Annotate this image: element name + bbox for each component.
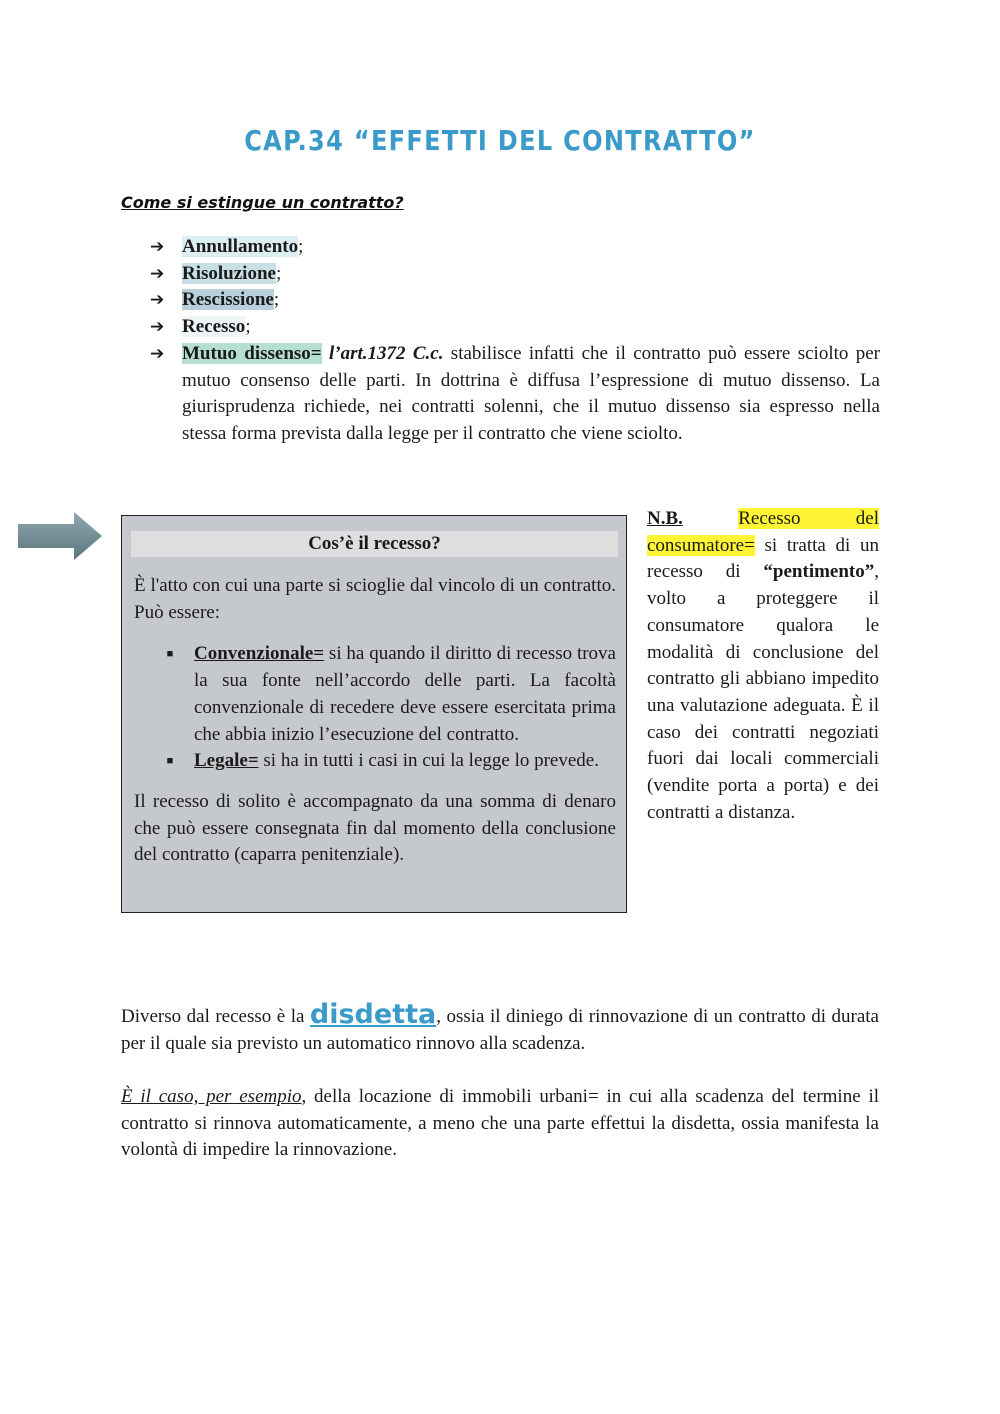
list-item: ➔ Recesso;: [150, 314, 880, 341]
term-annullamento: Annullamento: [182, 236, 299, 257]
nota-bene: N.B. Recesso del consumatore= si tratta di un recesso di “pentimento”, volto a proteggere il consumatore qualora le modalità di conclusione del contratto gli abbiano impedito una valutazione adeguata. È il caso dei contratti negoziati fuori dai locali commerciali (vendite porta a porta) e dei contratti a distanza.: [647, 508, 879, 823]
disdetta-paragraph: Diverso dal recesso è la disdetta, ossia il diniego di rinnovazione di un contratto di durata per il quale sia previsto un automatico rinnovo alla scadenza.: [121, 999, 879, 1054]
square-bullet-icon: ■: [166, 755, 174, 768]
list-item: ■ Convenzionale= si ha quando il diritto di recesso trova la sua fonte nell’accordo delle parti. La facoltà convenzionale di recedere deve essere esercitata prima che abbia inizio l’esecuzione del contratto.: [134, 641, 616, 748]
highlight-recesso-consumatore: Recesso del consumatore=: [647, 508, 879, 556]
example-lead: È il caso, per esempio: [121, 1086, 302, 1107]
box-title: Cos’è il recesso?: [131, 531, 618, 557]
page-title: CAP.34 “EFFETTI DEL CONTRATTO”: [244, 124, 756, 157]
termination-list: [150, 234, 880, 448]
arrow-bullet-icon: ➔: [150, 237, 165, 257]
right-arrow-icon: [16, 510, 106, 562]
list-item: [150, 341, 880, 448]
term-legale: Legale=: [194, 750, 259, 772]
box-body: [134, 573, 616, 869]
term-recesso: Recesso: [182, 316, 246, 338]
arrow-bullet-icon: ➔: [150, 290, 165, 311]
recesso-definition-box: [121, 515, 627, 913]
caparra-note: Il recesso di solito è accompagnato da una somma di denaro che può essere consegnata fin dal momento della conclusione del contratto (caparra penitenziale).: [134, 790, 616, 866]
term-rescissione: Rescissione: [182, 289, 274, 311]
list-item: ■ Legale= si ha in tutti i casi in cui la legge lo prevede.: [134, 748, 616, 775]
list-item: ➔ Risoluzione;: [150, 261, 880, 288]
recesso-types-list: [134, 641, 616, 775]
arrow-bullet-icon: ➔: [150, 317, 165, 338]
disdetta-keyword: disdetta: [309, 999, 437, 1030]
nb-label: N.B.: [647, 508, 683, 529]
term-mutuo-dissenso: Mutuo dissenso=: [182, 342, 322, 364]
list-item: ➔ Annullamento;: [150, 234, 880, 261]
mutuo-dissenso-text: stabilisce infatti che il contratto può essere sciolto per mutuo consenso delle parti. In dottrina è diffusa l’espressione di mutuo dissenso. La giurisprudenza richiede, nei contratti solenni, che il mutuo dissenso sia espresso nella stessa forma prevista dalla legge per il contratto che viene sciolto.: [182, 342, 880, 444]
article-reference: l’art.1372 C.c.: [321, 342, 444, 364]
arrow-bullet-icon: ➔: [150, 263, 165, 284]
pentimento-term: “pentimento”: [763, 561, 875, 583]
term-convenzionale: Convenzionale=: [194, 643, 325, 665]
section-question: Come si estingue un contratto?: [121, 193, 404, 212]
list-item: ➔ Rescissione;: [150, 287, 880, 314]
arrow-bullet-icon: ➔: [150, 343, 165, 364]
term-risoluzione: Risoluzione: [182, 262, 276, 284]
square-bullet-icon: ■: [166, 648, 174, 661]
example-paragraph: È il caso, per esempio, della locazione di immobili urbani= in cui alla scadenza del termine il contratto si rinnova automaticamente, a meno che una parte effettui la disdetta, ossia manifesta la volontà di impedire la rinnovazione.: [121, 1086, 879, 1161]
recesso-definition: È l'atto con cui una parte si scioglie dal vincolo di un contratto. Può essere:: [134, 575, 616, 623]
